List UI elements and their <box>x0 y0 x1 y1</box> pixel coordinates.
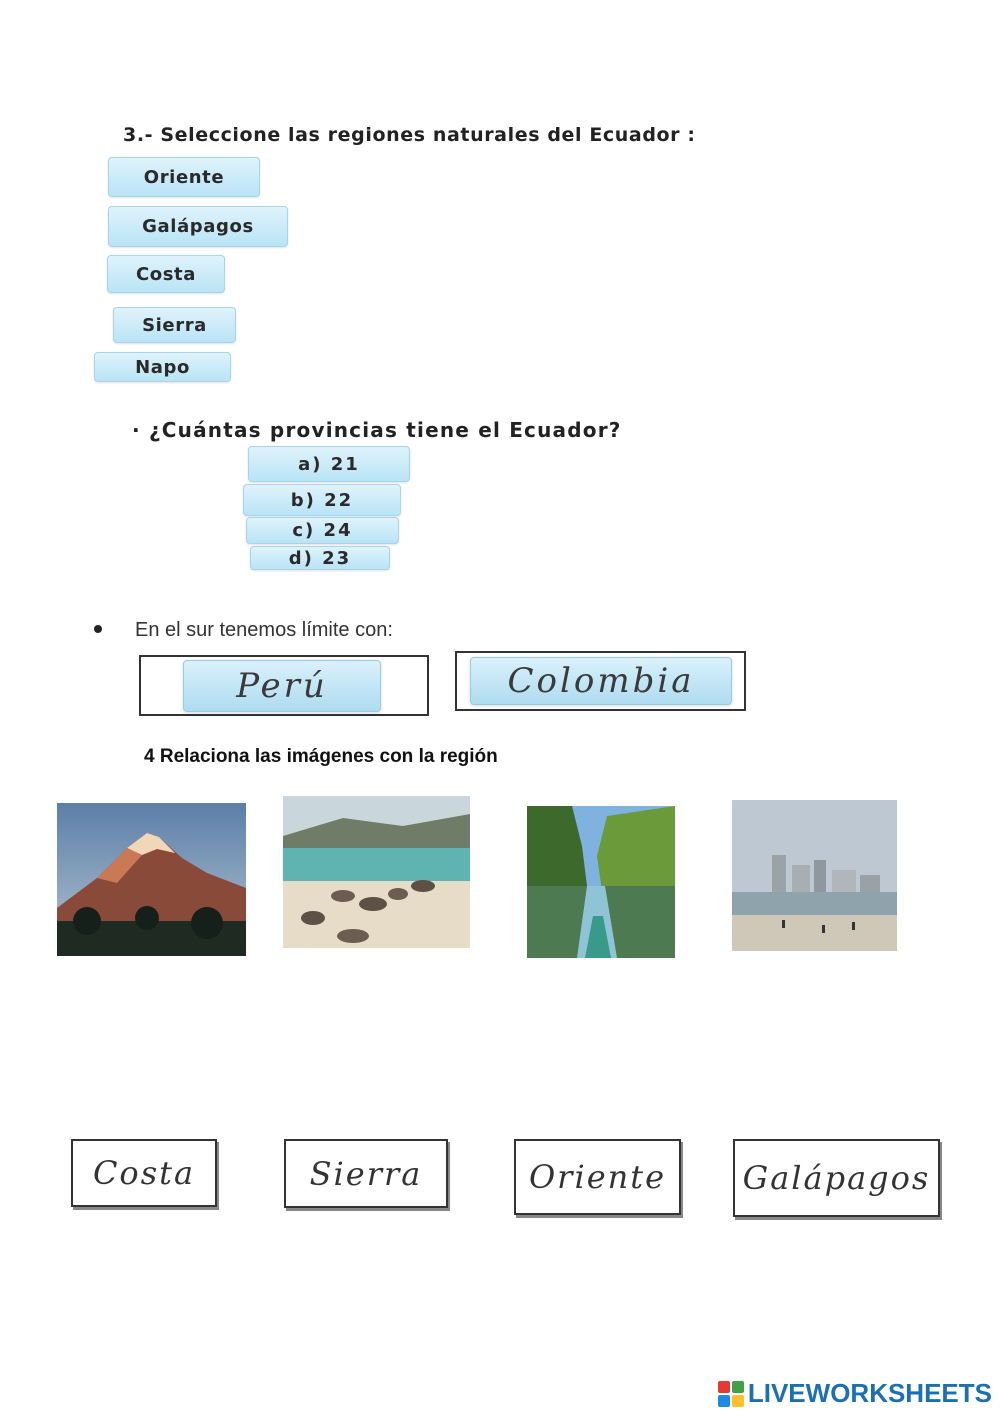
volcano-photo <box>57 803 246 956</box>
answer-d[interactable]: d) 23 <box>250 546 390 570</box>
sea-lions-beach-photo <box>283 796 470 948</box>
option-sierra[interactable]: Sierra <box>113 307 236 343</box>
provinces-question: · ¿Cuántas provincias tiene el Ecuador? <box>132 418 622 442</box>
option-napo[interactable]: Napo <box>94 352 231 382</box>
bullet-point <box>94 625 102 633</box>
answer-a[interactable]: a) 21 <box>248 446 410 482</box>
answer-frame-colombia <box>455 651 746 711</box>
option-colombia[interactable]: Colombia <box>470 657 732 705</box>
label-galapagos[interactable]: Galápagos <box>733 1139 940 1217</box>
option-peru[interactable]: Perú <box>183 660 381 712</box>
brand-name: LIVEWORKSHEETS <box>747 1378 992 1408</box>
option-oriente[interactable]: Oriente <box>108 157 260 197</box>
jungle-river-photo <box>527 806 675 958</box>
question-3-title: 3.- Seleccione las regiones naturales del Ecuador : <box>123 124 696 146</box>
south-border-question: En el sur tenemos límite con: <box>135 619 393 641</box>
liveworksheets-mark-icon <box>718 1381 744 1407</box>
answer-b[interactable]: b) 22 <box>243 484 401 516</box>
option-galapagos[interactable]: Galápagos <box>108 206 288 247</box>
label-oriente[interactable]: Oriente <box>514 1139 681 1215</box>
option-costa[interactable]: Costa <box>107 255 225 293</box>
label-costa[interactable]: Costa <box>71 1139 217 1207</box>
answer-c[interactable]: c) 24 <box>246 517 399 544</box>
label-sierra[interactable]: Sierra <box>284 1139 448 1208</box>
liveworksheets-logo <box>718 1378 992 1409</box>
answer-frame-peru <box>139 655 429 716</box>
question-4-title: 4 Relaciona las imágenes con la región <box>144 746 498 767</box>
city-beach-photo <box>732 800 897 951</box>
